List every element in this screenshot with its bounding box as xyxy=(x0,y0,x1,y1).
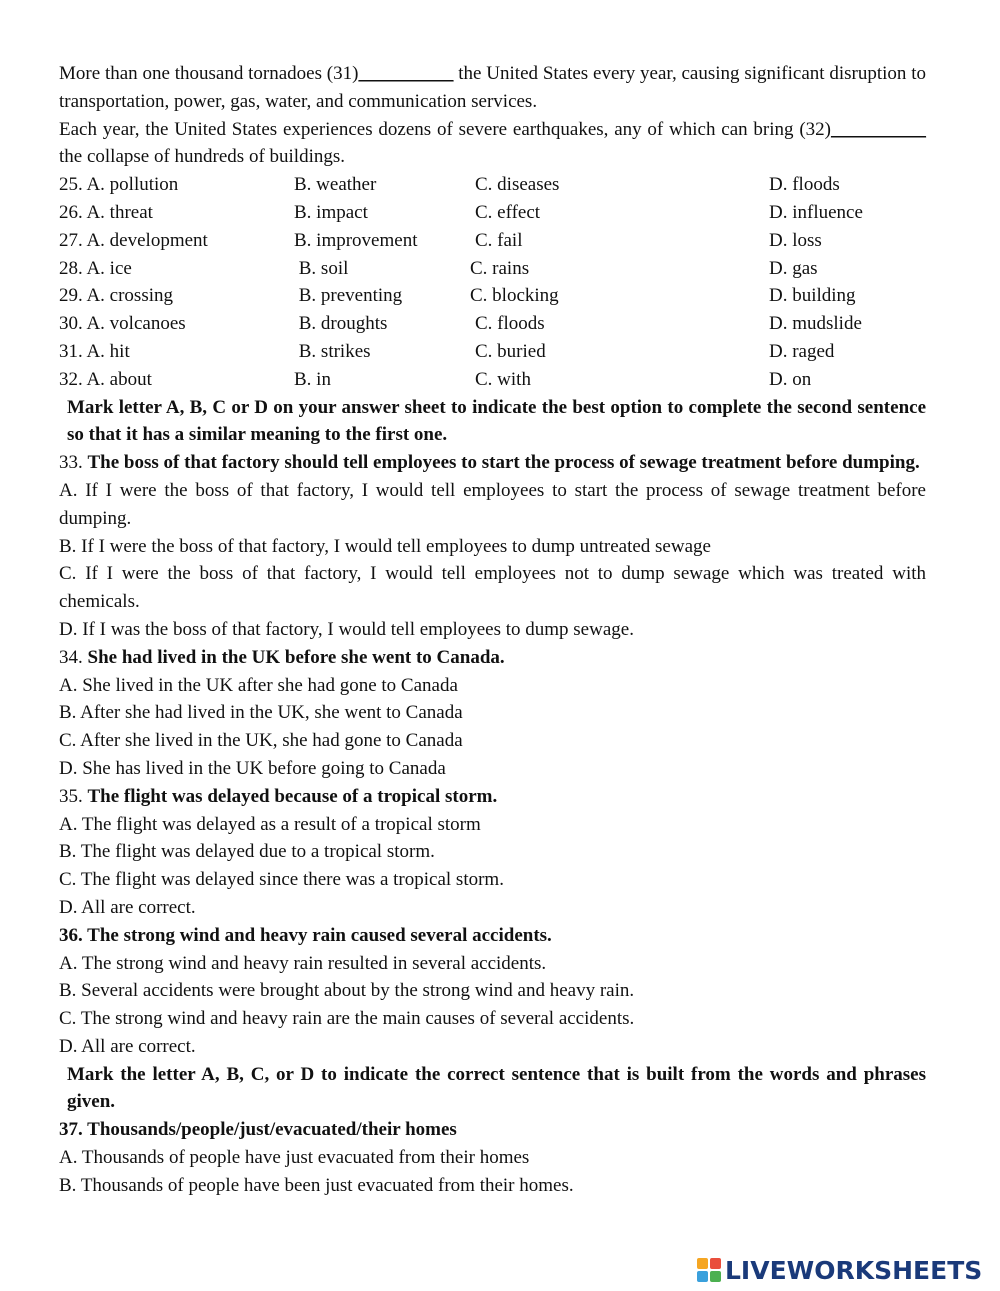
option-a: 29. A. crossing xyxy=(59,285,173,307)
question-36-option-c: C. The strong wind and heavy rain are the main causes of several accidents. xyxy=(59,1008,635,1030)
passage-paragraph-2: Each year, the United States experiences dozens of severe earthquakes, any of which can bring (32)__________ the collapse of hundreds of buildings. xyxy=(59,118,926,168)
option-b: B. weather xyxy=(294,174,377,196)
options-row-31 xyxy=(59,338,926,366)
section-instruction-sentence-building: Mark the letter A, B, C, or D to indicate the correct sentence that is built from the words and phrases given. xyxy=(67,1063,926,1113)
question-36-option-d: D. All are correct. xyxy=(59,1035,196,1057)
question-34-stem: 34. She had lived in the UK before she went to Canada. xyxy=(59,646,505,668)
options-row-27 xyxy=(59,227,926,255)
question-33-option-b: B. If I were the boss of that factory, I would tell employees to dump untreated sewage xyxy=(59,535,711,557)
option-a: 31. A. hit xyxy=(59,340,130,362)
options-table xyxy=(59,171,926,393)
options-row-32 xyxy=(59,366,926,394)
option-c: C. floods xyxy=(475,313,545,335)
options-row-26 xyxy=(59,199,926,227)
options-row-25 xyxy=(59,171,926,199)
logo-mark-icon xyxy=(697,1258,721,1282)
question-34-option-d: D. She has lived in the UK before going to Canada xyxy=(59,757,446,779)
question-35-stem: 35. The flight was delayed because of a tropical storm. xyxy=(59,785,498,807)
option-d: D. influence xyxy=(769,201,863,223)
option-c: C. with xyxy=(475,368,531,390)
option-b: B. improvement xyxy=(294,229,418,251)
question-33-option-c: C. If I were the boss of that factory, I would tell employees not to dump sewage which was treated with chemicals. xyxy=(59,563,926,613)
option-d: D. raged xyxy=(769,340,835,362)
option-b: B. in xyxy=(294,368,331,390)
options-row-29 xyxy=(59,282,926,310)
question-36-stem: 36. The strong wind and heavy rain caused several accidents. xyxy=(59,924,552,946)
option-c: C. blocking xyxy=(470,285,559,307)
question-33-stem: 33. The boss of that factory should tell employees to start the process of sewage treatment before dumping. xyxy=(59,452,920,474)
option-c: C. diseases xyxy=(475,174,560,196)
logo-text: LIVEWORKSHEETS xyxy=(725,1255,983,1285)
question-36-option-a: A. The strong wind and heavy rain resulted in several accidents. xyxy=(59,952,547,974)
option-c: C. rains xyxy=(470,257,530,279)
option-a: 30. A. volcanoes xyxy=(59,313,186,335)
question-35-option-a: A. The flight was delayed as a result of a tropical storm xyxy=(59,813,481,835)
liveworksheets-logo[interactable] xyxy=(697,1255,982,1285)
option-d: D. on xyxy=(769,368,812,390)
question-34-option-c: C. After she lived in the UK, she had gone to Canada xyxy=(59,730,463,752)
passage-paragraph-1: More than one thousand tornadoes (31)__________ the United States every year, causing significant disruption to transportation, power, gas, water, and communication services. xyxy=(59,63,926,112)
option-a: 26. A. threat xyxy=(59,201,153,223)
question-36-option-b: B. Several accidents were brought about by the strong wind and heavy rain. xyxy=(59,980,635,1002)
option-a: 27. A. development xyxy=(59,229,208,251)
question-33-option-a: A. If I were the boss of that factory, I would tell employees to start the process of sewage treatment before dumping. xyxy=(59,479,926,529)
question-37-option-b: B. Thousands of people have been just evacuated from their homes. xyxy=(59,1174,574,1196)
worksheet-page xyxy=(59,60,926,1200)
option-c: C. fail xyxy=(475,229,523,251)
option-b: B. impact xyxy=(294,201,368,223)
question-35-option-b: B. The flight was delayed due to a tropical storm. xyxy=(59,841,435,863)
question-35-option-d: D. All are correct. xyxy=(59,896,196,918)
option-d: D. loss xyxy=(769,229,822,251)
option-a: 28. A. ice xyxy=(59,257,132,279)
option-d: D. floods xyxy=(769,174,840,196)
option-b: B. soil xyxy=(294,257,349,279)
question-33-option-d: D. If I was the boss of that factory, I would tell employees to dump sewage. xyxy=(59,618,634,640)
question-34-option-b: B. After she had lived in the UK, she went to Canada xyxy=(59,702,463,724)
blank-31[interactable]: __________ xyxy=(358,63,454,84)
logo-square-icon xyxy=(697,1271,708,1282)
logo-square-icon xyxy=(710,1258,721,1269)
blank-32[interactable]: __________ xyxy=(831,118,926,140)
question-37-stem: 37. Thousands/people/just/evacuated/their homes xyxy=(59,1119,457,1141)
question-37-option-a: A. Thousands of people have just evacuated from their homes xyxy=(59,1147,530,1169)
option-a: 25. A. pollution xyxy=(59,174,179,196)
option-c: C. effect xyxy=(475,201,541,223)
section-instruction-transformation: Mark letter A, B, C or D on your answer sheet to indicate the best option to complete the second sentence so that it has a similar meaning to the first one. xyxy=(67,396,926,446)
options-row-28 xyxy=(59,255,926,283)
option-a: 32. A. about xyxy=(59,368,152,390)
option-b: B. droughts xyxy=(294,313,388,335)
question-35-option-c: C. The flight was delayed since there was a tropical storm. xyxy=(59,869,504,891)
option-c: C. buried xyxy=(475,340,546,362)
option-d: D. mudslide xyxy=(769,313,862,335)
question-34-option-a: A. She lived in the UK after she had gone to Canada xyxy=(59,674,458,696)
option-d: D. building xyxy=(769,285,856,307)
logo-square-icon xyxy=(697,1258,708,1269)
option-b: B. preventing xyxy=(294,285,403,307)
options-row-30 xyxy=(59,310,926,338)
option-b: B. strikes xyxy=(294,340,371,362)
logo-square-icon xyxy=(710,1271,721,1282)
option-d: D. gas xyxy=(769,257,818,279)
